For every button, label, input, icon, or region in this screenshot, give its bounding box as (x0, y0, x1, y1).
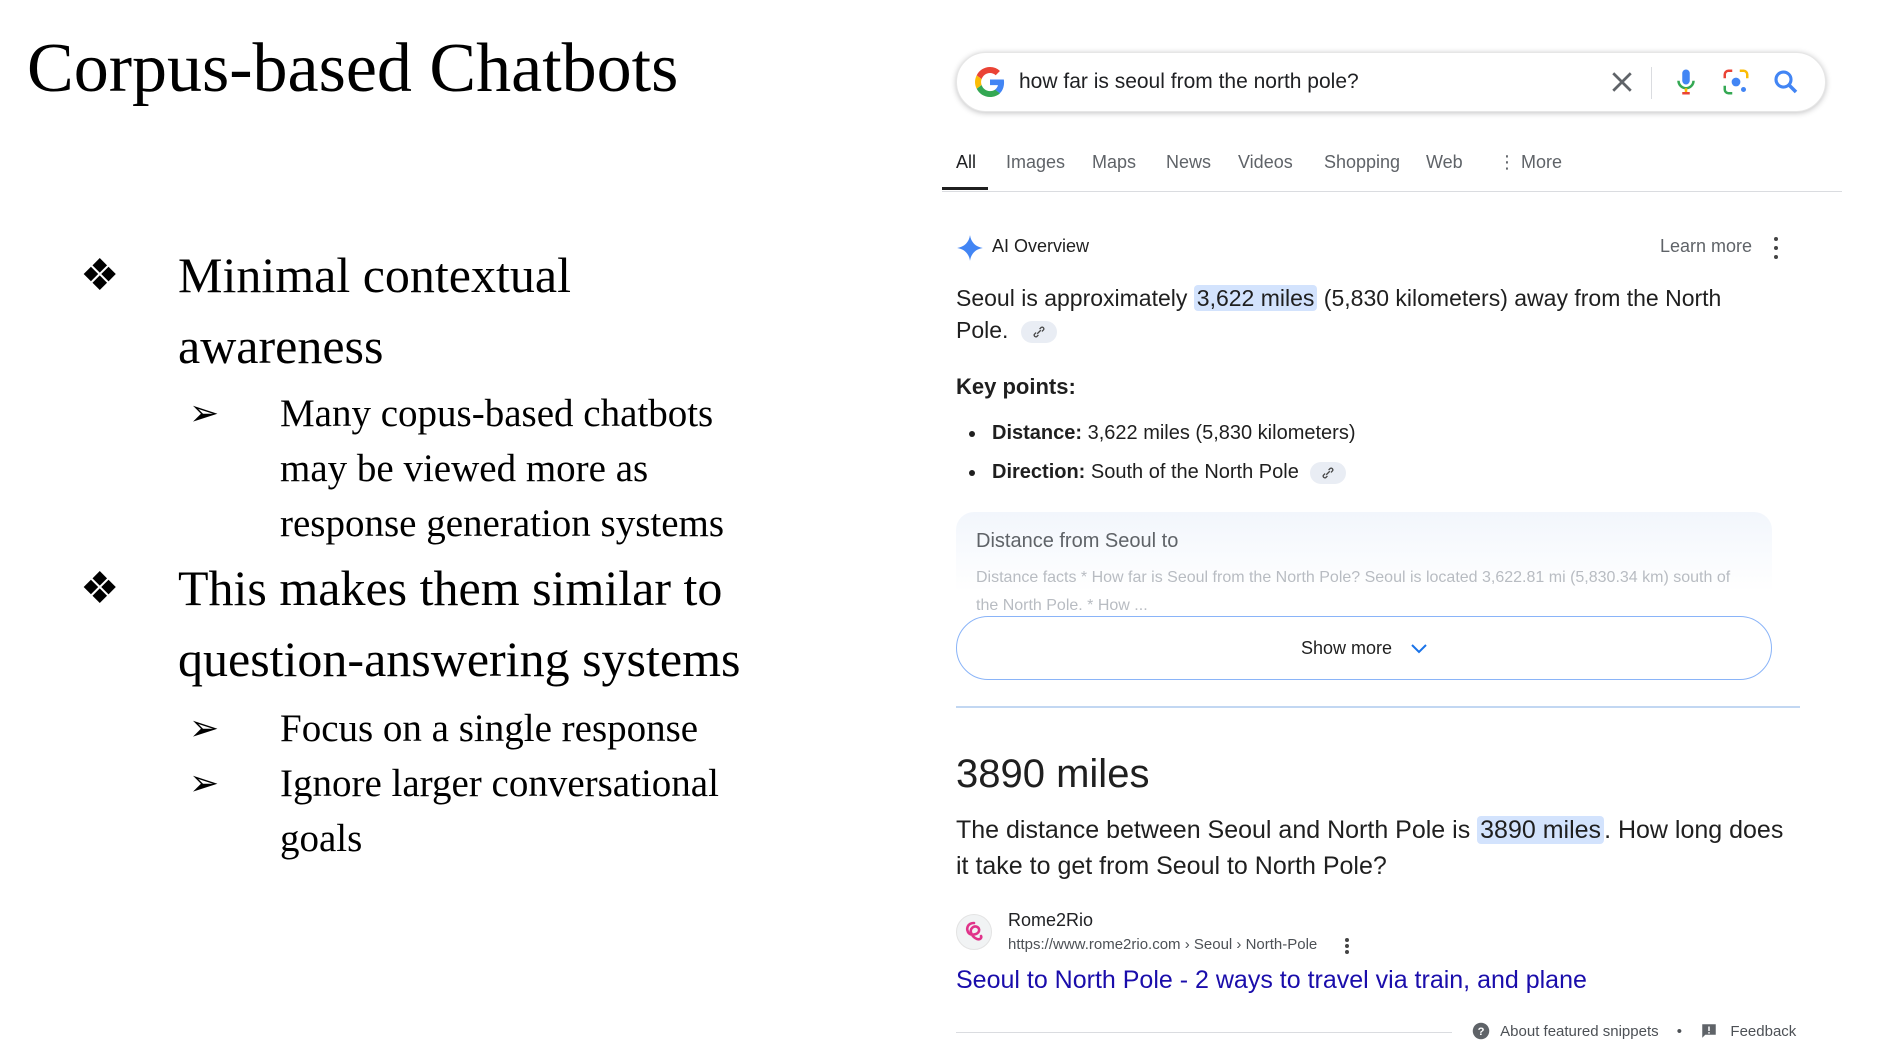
sub-bullet-text: Many copus-based chatbots may be viewed more as response generation systems (280, 392, 725, 545)
about-snippets-link[interactable]: About featured snippets (1500, 1022, 1659, 1040)
list-item (956, 453, 1355, 492)
sub-bullet-item (0, 701, 760, 756)
chevron-down-icon (1411, 644, 1427, 654)
key-points-title: Key points: (956, 374, 1076, 399)
search-tabs (942, 146, 1842, 190)
sub-bullet-item (0, 756, 760, 866)
separator-dot: • (1676, 1022, 1683, 1040)
show-more-label: Show more (1300, 638, 1393, 658)
diamond-bullet-icon: ❖ (80, 564, 120, 613)
arrow-bullet-icon: ➢ (189, 708, 220, 748)
section-divider (956, 706, 1800, 708)
tabs-divider (942, 191, 1842, 192)
featured-answer: 3890 miles (956, 752, 1150, 796)
key-point-label: Direction: (992, 461, 1086, 483)
snippet-text: The distance between Seoul and North Pole is (956, 816, 1478, 844)
link-icon (1032, 325, 1046, 339)
snippet-highlight: 3890 miles (1477, 816, 1604, 844)
answer-text: (5,830 kilometers) away from the North Pole. (956, 285, 1722, 343)
answer-highlight: 3,622 miles (1194, 285, 1318, 311)
microphone-icon[interactable] (1671, 67, 1701, 97)
more-dots-icon: ⋮ (1498, 152, 1516, 172)
more-options-icon[interactable] (1766, 232, 1786, 262)
site-url: https://www.rome2rio.com › Seoul › North-Pole (1008, 936, 1318, 953)
source-card-snippet: Distance facts * How far is Seoul from the North Pole? Seoul is located 3,622.81 mi (5,830.34 km) south of the North Pole. * How ... (976, 569, 1731, 614)
arrow-bullet-icon: ➢ (189, 393, 220, 433)
key-points-list (956, 414, 1355, 492)
key-point-label: Distance: (992, 422, 1083, 444)
result-source[interactable] (956, 908, 1556, 958)
svg-text:?: ? (1477, 1025, 1485, 1038)
rome2rio-favicon-icon (956, 914, 992, 950)
tab-more-label: More (1521, 152, 1563, 172)
bullet-item (0, 553, 760, 695)
source-card-title: Distance from Seoul to (976, 530, 1179, 552)
search-divider (1651, 67, 1652, 99)
key-point-value: South of the North Pole (1085, 461, 1299, 483)
featured-snippet (956, 812, 1786, 884)
learn-more-link[interactable]: Learn more (1659, 236, 1752, 256)
source-card[interactable] (956, 512, 1772, 614)
tab-all[interactable]: All (956, 152, 977, 172)
bullet-item (0, 240, 760, 382)
result-title-link[interactable]: Seoul to North Pole - 2 ways to travel via train, and plane (956, 966, 1587, 994)
tab-news[interactable]: News (1166, 152, 1212, 172)
feedback-icon (1700, 1022, 1718, 1040)
search-input[interactable] (1019, 53, 1579, 111)
lens-icon[interactable] (1721, 67, 1751, 97)
tab-more[interactable] (1498, 152, 1562, 173)
key-point-value: 3,622 miles (5,830 kilometers) (1082, 422, 1356, 444)
sub-bullet-text: Focus on a single response (280, 707, 699, 750)
search-icon[interactable] (1771, 67, 1801, 97)
google-g-icon (975, 67, 1005, 97)
bullet-list (0, 240, 760, 866)
answer-text: Seoul is approximately (956, 285, 1194, 311)
ai-overview-header (956, 232, 1786, 262)
result-options-icon[interactable] (1344, 936, 1350, 956)
tab-videos[interactable]: Videos (1238, 152, 1293, 172)
snippet-text: . How long does it take to get from Seoul to North Pole? (956, 816, 1784, 880)
clear-icon[interactable] (1607, 67, 1637, 97)
active-tab-indicator (942, 187, 988, 190)
arrow-bullet-icon: ➢ (189, 763, 220, 803)
diamond-bullet-icon: ❖ (80, 251, 120, 300)
slide-title: Corpus-based Chatbots (27, 30, 679, 107)
source-link-chip[interactable] (1021, 321, 1057, 343)
link-icon (1321, 466, 1335, 480)
site-name: Rome2Rio (1008, 910, 1094, 930)
source-link-chip[interactable] (1310, 462, 1346, 484)
list-item (956, 414, 1355, 453)
footer-divider (956, 1032, 1452, 1033)
bullet-text: This makes them similar to question-answering systems (178, 560, 741, 687)
ai-overview-title: AI Overview (992, 236, 1090, 256)
snippet-footer (1472, 1022, 1796, 1040)
show-more-button[interactable] (956, 616, 1772, 680)
bullet-text: Minimal contextual awareness (178, 247, 571, 374)
gemini-sparkle-icon (956, 234, 984, 262)
tab-maps[interactable]: Maps (1092, 152, 1137, 172)
sub-bullet-text: Ignore larger conversational goals (280, 762, 719, 860)
tab-web[interactable]: Web (1426, 152, 1463, 172)
search-box[interactable] (956, 52, 1826, 112)
tab-images[interactable]: Images (1006, 152, 1066, 172)
help-icon (1472, 1022, 1490, 1040)
sub-bullet-item (0, 386, 760, 551)
tab-shopping[interactable]: Shopping (1324, 152, 1401, 172)
ai-answer (956, 282, 1756, 346)
feedback-link[interactable]: Feedback (1730, 1022, 1797, 1040)
